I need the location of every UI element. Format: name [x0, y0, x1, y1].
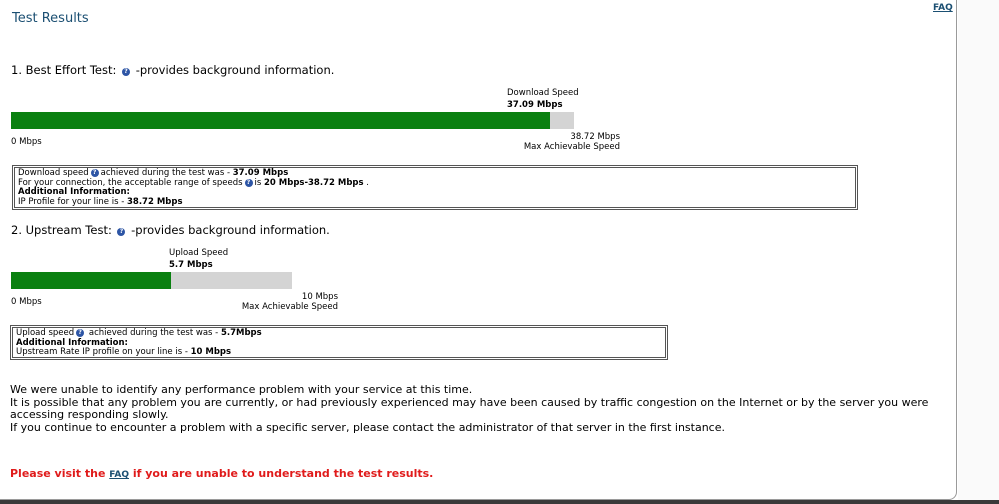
- faq-link-top[interactable]: FAQ: [933, 3, 953, 13]
- upstream-heading-desc: -provides background information.: [131, 223, 330, 237]
- upstream-heading: [11, 223, 330, 237]
- download-speed-value: 37.09 Mbps: [507, 100, 563, 110]
- summary-line-1: We were unable to identify any performance problem with your service at this time.: [10, 383, 473, 396]
- upstream-profile-line: [16, 348, 662, 358]
- best-effort-heading-desc: -provides background information.: [135, 63, 335, 77]
- acceptable-range-mid: is: [254, 177, 265, 188]
- upload-speed-mid: achieved during the test was -: [86, 328, 221, 338]
- page-margin: [958, 0, 999, 504]
- bottom-border: [0, 500, 999, 504]
- upstream-heading-label: 2. Upstream Test:: [11, 223, 112, 237]
- acceptable-range-suffix: .: [363, 177, 369, 188]
- help-icon[interactable]: ?: [245, 179, 253, 187]
- upload-max-value: 10 Mbps: [301, 292, 338, 302]
- download-speed-label: Download Speed: [507, 88, 579, 98]
- download-min-label: 0 Mbps: [11, 137, 42, 147]
- download-speed-bar-fill: [11, 112, 550, 129]
- upload-speed-label: Upload Speed: [169, 248, 229, 258]
- upload-max-label: Max Achievable Speed: [241, 302, 338, 312]
- upload-speed-text: Upload speed: [16, 328, 75, 338]
- help-icon[interactable]: ?: [122, 68, 130, 76]
- download-max-value: 38.72 Mbps: [570, 132, 620, 142]
- acceptable-range-text: For your connection, the acceptable range of speeds: [18, 177, 243, 188]
- upload-min-label: 0 Mbps: [11, 297, 42, 307]
- page-title: Test Results: [12, 11, 89, 26]
- faq-notice: [10, 467, 433, 480]
- additional-info-heading: Additional Information:: [16, 337, 128, 348]
- summary-text: [10, 384, 945, 434]
- download-speed-bar: [11, 112, 574, 129]
- ip-profile-text: IP Profile for your line is -: [18, 196, 127, 207]
- download-speed-text: Download speed: [18, 168, 89, 178]
- ip-profile-value: 38.72 Mbps: [126, 196, 183, 207]
- summary-line-2: It is possible that any problem you are currently, or had previously experienced may have been caused by traffic congestion on the Internet or by the server you were accessing responding slowly.: [10, 395, 929, 422]
- faq-notice-suffix: if you are unable to understand the test results.: [129, 467, 434, 480]
- download-speed-result: 37.09 Mbps: [232, 168, 289, 178]
- upstream-profile-value: 10 Mbps: [190, 347, 232, 358]
- faq-notice-prefix: Please visit the: [10, 467, 110, 480]
- ip-profile-line: [18, 198, 852, 208]
- upload-speed-result: 5.7Mbps: [220, 328, 262, 338]
- upload-speed-bar: [11, 272, 292, 289]
- additional-info-heading: Additional Information:: [18, 187, 130, 198]
- acceptable-range-line: [18, 179, 852, 189]
- upstream-profile-text: Upstream Rate IP profile on your line is -: [16, 347, 191, 358]
- upload-speed-bar-fill: [11, 272, 171, 289]
- help-icon[interactable]: ?: [91, 169, 99, 177]
- help-icon[interactable]: ?: [117, 228, 125, 236]
- best-effort-info-box: [12, 165, 858, 210]
- download-speed-mid: achieved during the test was -: [100, 168, 233, 178]
- download-max-label: Max Achievable Speed: [523, 142, 620, 152]
- best-effort-heading: [11, 63, 334, 77]
- upload-speed-value: 5.7 Mbps: [169, 260, 213, 270]
- faq-link-bottom[interactable]: FAQ: [109, 470, 130, 480]
- upstream-info-box: [10, 325, 668, 360]
- best-effort-heading-label: 1. Best Effort Test:: [11, 63, 117, 77]
- summary-line-3: If you continue to encounter a problem with a specific server, please contact the administrator of that server in the first instance.: [10, 420, 725, 434]
- acceptable-range-value: 20 Mbps-38.72 Mbps: [264, 177, 364, 188]
- help-icon[interactable]: ?: [76, 329, 84, 337]
